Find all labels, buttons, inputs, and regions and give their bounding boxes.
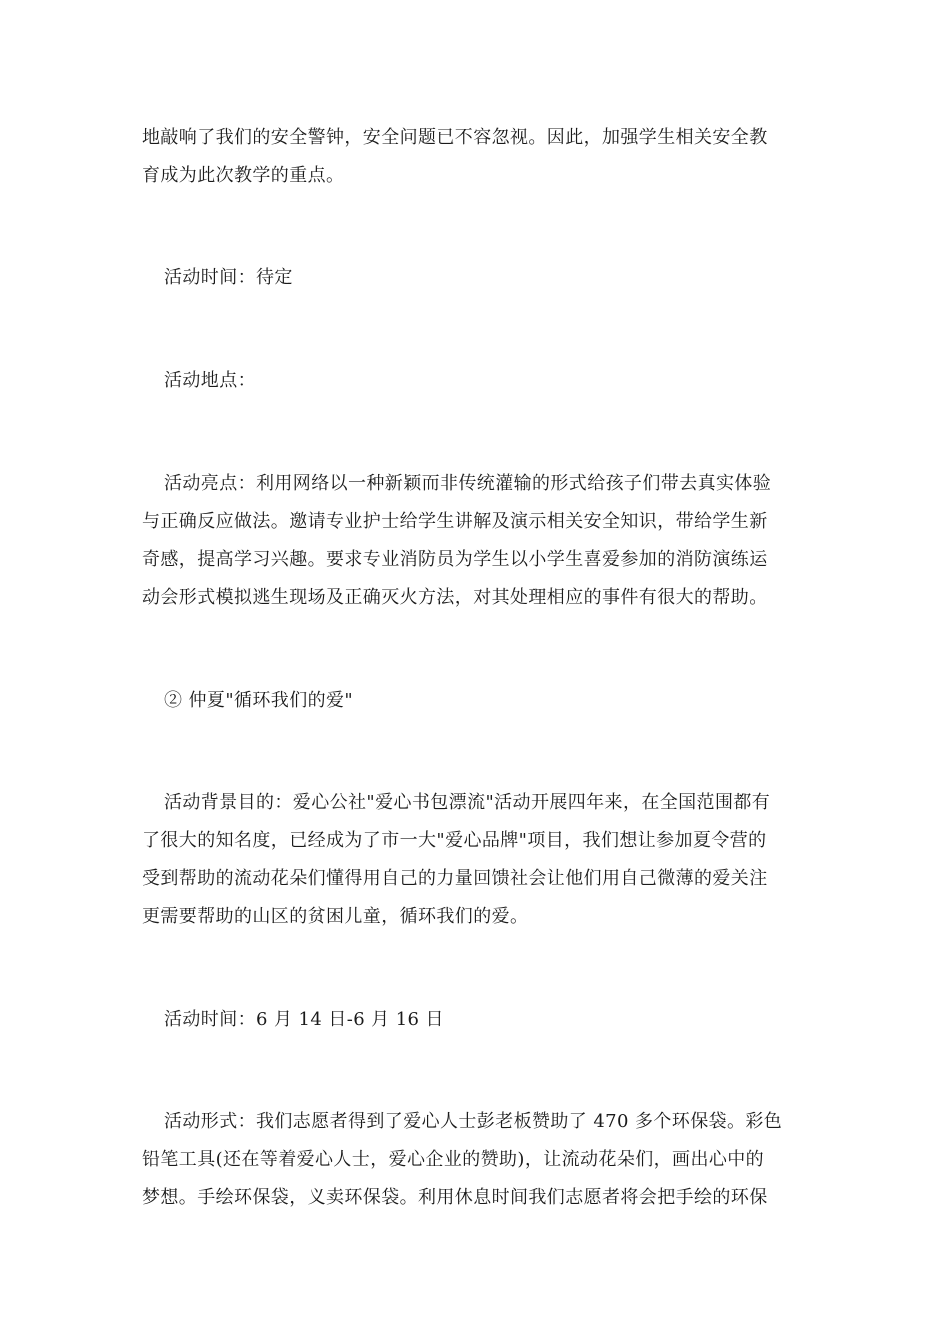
text-line: 与正确反应做法。邀请专业护士给学生讲解及演示相关安全知识，带给学生新 bbox=[142, 511, 768, 532]
text-line: 活动背景目的：爱心公社"爱心书包漂流"活动开展四年来，在全国范围都有 bbox=[164, 792, 771, 813]
text-line: 地敲响了我们的安全警钟，安全问题已不容忽视。因此，加强学生相关安全教 bbox=[142, 127, 768, 148]
text-line: 育成为此次教学的重点。 bbox=[142, 165, 345, 186]
section-heading: ② 仲夏"循环我们的爱" bbox=[164, 690, 354, 711]
activity-format-paragraph bbox=[142, 1103, 802, 1217]
section-heading-paragraph bbox=[142, 682, 802, 720]
text-line: 动会形式模拟逃生现场及正确灭火方法，对其处理相应的事件有很大的帮助。 bbox=[142, 587, 768, 608]
text-line: 奇感，提高学习兴趣。要求专业消防员为学生以小学生喜爱参加的消防演练运 bbox=[142, 549, 768, 570]
safety-education-paragraph bbox=[142, 119, 802, 195]
text-line: 活动亮点：利用网络以一种新颖而非传统灌输的形式给孩子们带去真实体验 bbox=[164, 473, 772, 494]
text-line: 活动时间：6 月 14 日-6 月 16 日 bbox=[164, 1009, 444, 1030]
text-line: 铅笔工具(还在等着爱心人士，爱心企业的赞助)，让流动花朵们，画出心中的 bbox=[142, 1149, 765, 1170]
text-line: 活动时间：待定 bbox=[164, 267, 293, 288]
activity-highlights-paragraph bbox=[142, 465, 802, 617]
text-line: 活动形式：我们志愿者得到了爱心人士彭老板赞助了 470 多个环保袋。彩色 bbox=[164, 1111, 783, 1132]
activity-location-paragraph bbox=[142, 362, 802, 400]
activity-time-paragraph bbox=[142, 259, 802, 297]
text-line: 梦想。手绘环保袋，义卖环保袋。利用休息时间我们志愿者将会把手绘的环保 bbox=[142, 1187, 768, 1208]
text-line: 了很大的知名度，已经成为了市一大"爱心品牌"项目，我们想让参加夏令营的 bbox=[142, 830, 767, 851]
activity-dates-paragraph bbox=[142, 1001, 802, 1039]
text-line: 活动地点： bbox=[164, 370, 256, 391]
text-line: 受到帮助的流动花朵们懂得用自己的力量回馈社会让他们用自己微薄的爱关注 bbox=[142, 868, 768, 889]
text-line: 更需要帮助的山区的贫困儿童，循环我们的爱。 bbox=[142, 906, 529, 927]
activity-background-paragraph bbox=[142, 784, 802, 936]
